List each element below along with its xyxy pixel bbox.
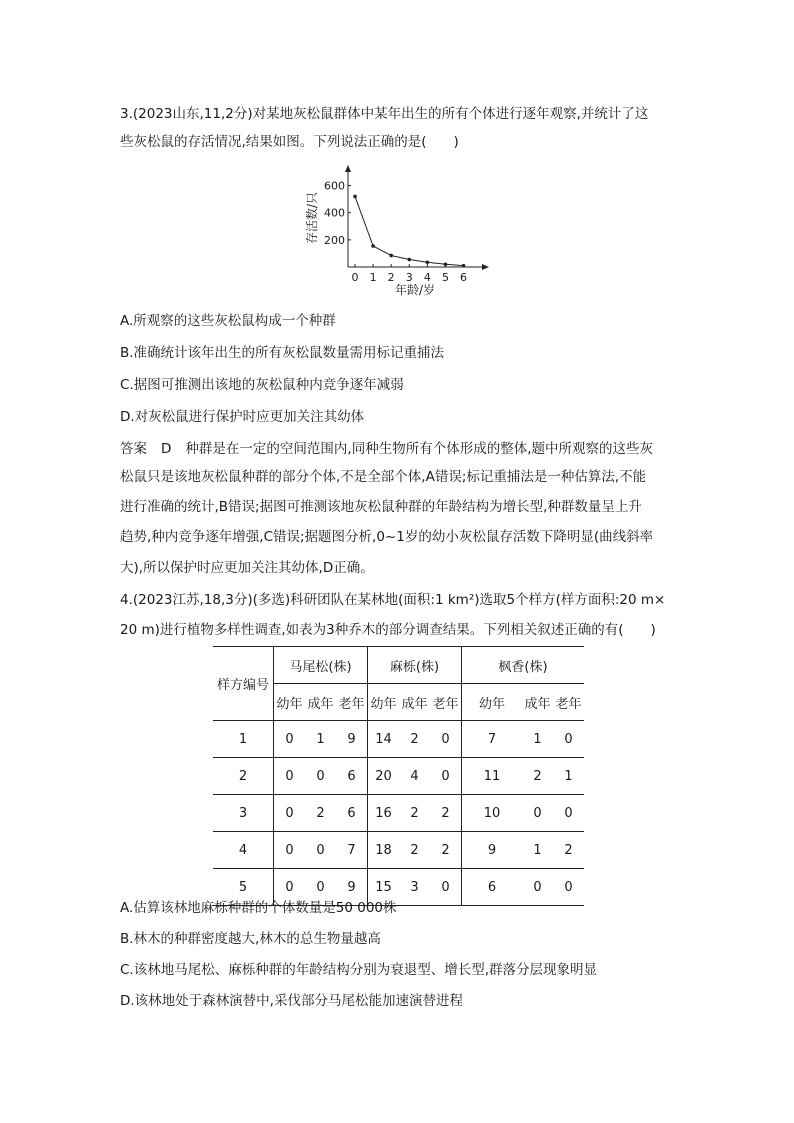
- table-cell: 0: [274, 795, 306, 832]
- table-cell: 0: [553, 721, 584, 758]
- sample-id-cell: 3: [213, 795, 274, 832]
- x-axis-label: 年龄/岁: [394, 283, 436, 297]
- table-row: [213, 758, 584, 795]
- answer-letter: D: [161, 441, 172, 457]
- table-cell: 1: [522, 721, 553, 758]
- explanation-line-3: 进行准确的统计,B错误;据图可推测该地灰松鼠种群的年龄结构为增长型,种群数量呈上升: [120, 499, 642, 515]
- table-cell: 7: [336, 832, 368, 869]
- table-cell: 7: [462, 721, 523, 758]
- table-cell: 0: [305, 758, 336, 795]
- table-cell: 6: [336, 795, 368, 832]
- table-cell: 9: [462, 832, 523, 869]
- table-cell: 2: [399, 832, 430, 869]
- survival-points: [353, 195, 465, 268]
- table-cell: 0: [274, 869, 306, 906]
- data-point: [444, 262, 448, 266]
- q4-option-d: D.该林地处于森林演替中,采伐部分马尾松能加速演替进程: [120, 993, 463, 1009]
- explanation-line-5: 大),所以保护时应更加关注其幼体,D正确。: [120, 560, 374, 576]
- table-cell: 0: [553, 869, 584, 906]
- sub-header: 老年: [430, 684, 462, 721]
- table-cell: 15: [368, 869, 400, 906]
- table-cell: 2: [430, 832, 462, 869]
- explanation-line-1: 种群是在一定的空间范围内,同种生物所有个体形成的整体,题中所观察的这些灰: [185, 441, 653, 457]
- sample-id-header: 样方编号: [213, 647, 274, 721]
- table-cell: 6: [462, 869, 523, 906]
- table-cell: 3: [399, 869, 430, 906]
- table-cell: 2: [399, 721, 430, 758]
- y-axis-label: 存活数/只: [305, 191, 319, 245]
- table-cell: 1: [522, 832, 553, 869]
- table-cell: 2: [305, 795, 336, 832]
- species-header-oak: 麻栎(株): [368, 647, 462, 684]
- data-point: [426, 260, 430, 264]
- table-cell: 0: [274, 721, 306, 758]
- x-tick-label: 4: [423, 271, 431, 284]
- q4-option-b: B.林木的种群密度越大,林木的总生物量越高: [120, 931, 381, 947]
- table-cell: 9: [336, 869, 368, 906]
- tree-survey-table: [213, 646, 584, 906]
- table-row: [213, 721, 584, 758]
- q3-option-c: C.据图可推测出该地的灰松鼠种内竞争逐年减弱: [120, 377, 404, 393]
- y-axis-arrow: [345, 165, 351, 172]
- x-tick-label: 1: [369, 271, 377, 284]
- table-cell: 18: [368, 832, 400, 869]
- table-cell: 4: [399, 758, 430, 795]
- sub-header: 成年: [399, 684, 430, 721]
- sub-header: 幼年: [368, 684, 400, 721]
- q4-option-c: C.该林地马尾松、麻栎种群的年龄结构分别为衰退型、增长型,群落分层现象明显: [120, 962, 598, 978]
- table-cell: 0: [305, 832, 336, 869]
- sample-id-cell: 1: [213, 721, 274, 758]
- chart-axes: [345, 165, 489, 270]
- sub-header: 成年: [522, 684, 553, 721]
- table-cell: 0: [305, 869, 336, 906]
- table-cell: 1: [305, 721, 336, 758]
- y-ticks: [324, 180, 351, 247]
- data-point: [389, 254, 393, 258]
- table-cell: 0: [430, 869, 462, 906]
- table-row: [213, 795, 584, 832]
- y-tick-label: 600: [324, 179, 345, 193]
- y-tick-label: 400: [324, 206, 345, 220]
- sample-id-cell: 4: [213, 832, 274, 869]
- q3-stem-line-2: 些灰松鼠的存活情况,结果如图。下列说法正确的是( ): [120, 134, 459, 150]
- table-cell: 1: [553, 758, 584, 795]
- q4-stem-line-1: 4.(2023江苏,18,3分)(多选)科研团队在某林地(面积:1 km²)选取5个样方(样方面积:20 m×: [120, 592, 666, 608]
- sub-header: 老年: [336, 684, 368, 721]
- sub-header: 幼年: [462, 684, 523, 721]
- table-cell: 2: [553, 832, 584, 869]
- species-header-sweetgum: 枫香(株): [462, 647, 585, 684]
- table-cell: 0: [430, 758, 462, 795]
- data-point: [407, 258, 411, 262]
- q4-stem-line-2: 20 m)进行植物多样性调查,如表为3种乔木的部分调查结果。下列相关叙述正确的有( ): [120, 622, 656, 638]
- q4-option-a: A.估算该林地麻栎种群的个体数量是50 000株: [120, 900, 397, 916]
- table-row: [213, 832, 584, 869]
- table-cell: 16: [368, 795, 400, 832]
- sub-header: 成年: [305, 684, 336, 721]
- q3-answer-line-1: [120, 439, 653, 459]
- data-point: [462, 264, 466, 268]
- sub-header: 幼年: [274, 684, 306, 721]
- table-cell: 2: [430, 795, 462, 832]
- data-point: [371, 244, 375, 248]
- table-cell: 0: [274, 832, 306, 869]
- x-axis-arrow: [482, 264, 489, 270]
- table-cell: 0: [522, 869, 553, 906]
- explanation-line-4: 趋势,种内竞争逐年增强,C错误;据题图分析,0~1岁的幼小灰松鼠存活数下降明显(曲线斜率: [120, 529, 654, 545]
- table-cell: 14: [368, 721, 400, 758]
- table-cell: 0: [553, 795, 584, 832]
- table-cell: 11: [462, 758, 523, 795]
- q3-stem-line-1: 3.(2023山东,11,2分)对某地灰松鼠群体中某年出生的所有个体进行逐年观察,并统计了这: [120, 106, 649, 122]
- sub-header: 老年: [553, 684, 584, 721]
- x-tick-label: 2: [387, 271, 395, 284]
- x-tick-label: 6: [460, 271, 468, 284]
- sample-id-cell: 2: [213, 758, 274, 795]
- table-cell: 20: [368, 758, 400, 795]
- survival-series-line: [355, 196, 464, 265]
- table-cell: 2: [522, 758, 553, 795]
- y-tick-label: 200: [324, 233, 345, 247]
- answer-label: 答案: [120, 441, 147, 457]
- explanation-line-2: 松鼠只是该地灰松鼠种群的部分个体,不是全部个体,A错误;标记重捕法是一种估算法,不能: [120, 469, 647, 485]
- table-cell: 10: [462, 795, 523, 832]
- q3-option-b: B.准确统计该年出生的所有灰松鼠数量需用标记重捕法: [120, 345, 445, 361]
- x-tick-label: 5: [441, 271, 449, 284]
- q3-option-d: D.对灰松鼠进行保护时应更加关注其幼体: [120, 409, 365, 425]
- survival-line-chart: [300, 160, 500, 300]
- table-cell: 0: [274, 758, 306, 795]
- sample-id-cell: 5: [213, 869, 274, 906]
- x-tick-label: 3: [405, 271, 413, 284]
- table-cell: 0: [430, 721, 462, 758]
- species-header-pine: 马尾松(株): [274, 647, 368, 684]
- table-cell: 0: [522, 795, 553, 832]
- table-cell: 9: [336, 721, 368, 758]
- q3-option-a: A.所观察的这些灰松鼠构成一个种群: [120, 313, 336, 329]
- table-cell: 6: [336, 758, 368, 795]
- x-tick-label: 0: [351, 271, 359, 284]
- table-cell: 2: [399, 795, 430, 832]
- data-point: [353, 195, 357, 199]
